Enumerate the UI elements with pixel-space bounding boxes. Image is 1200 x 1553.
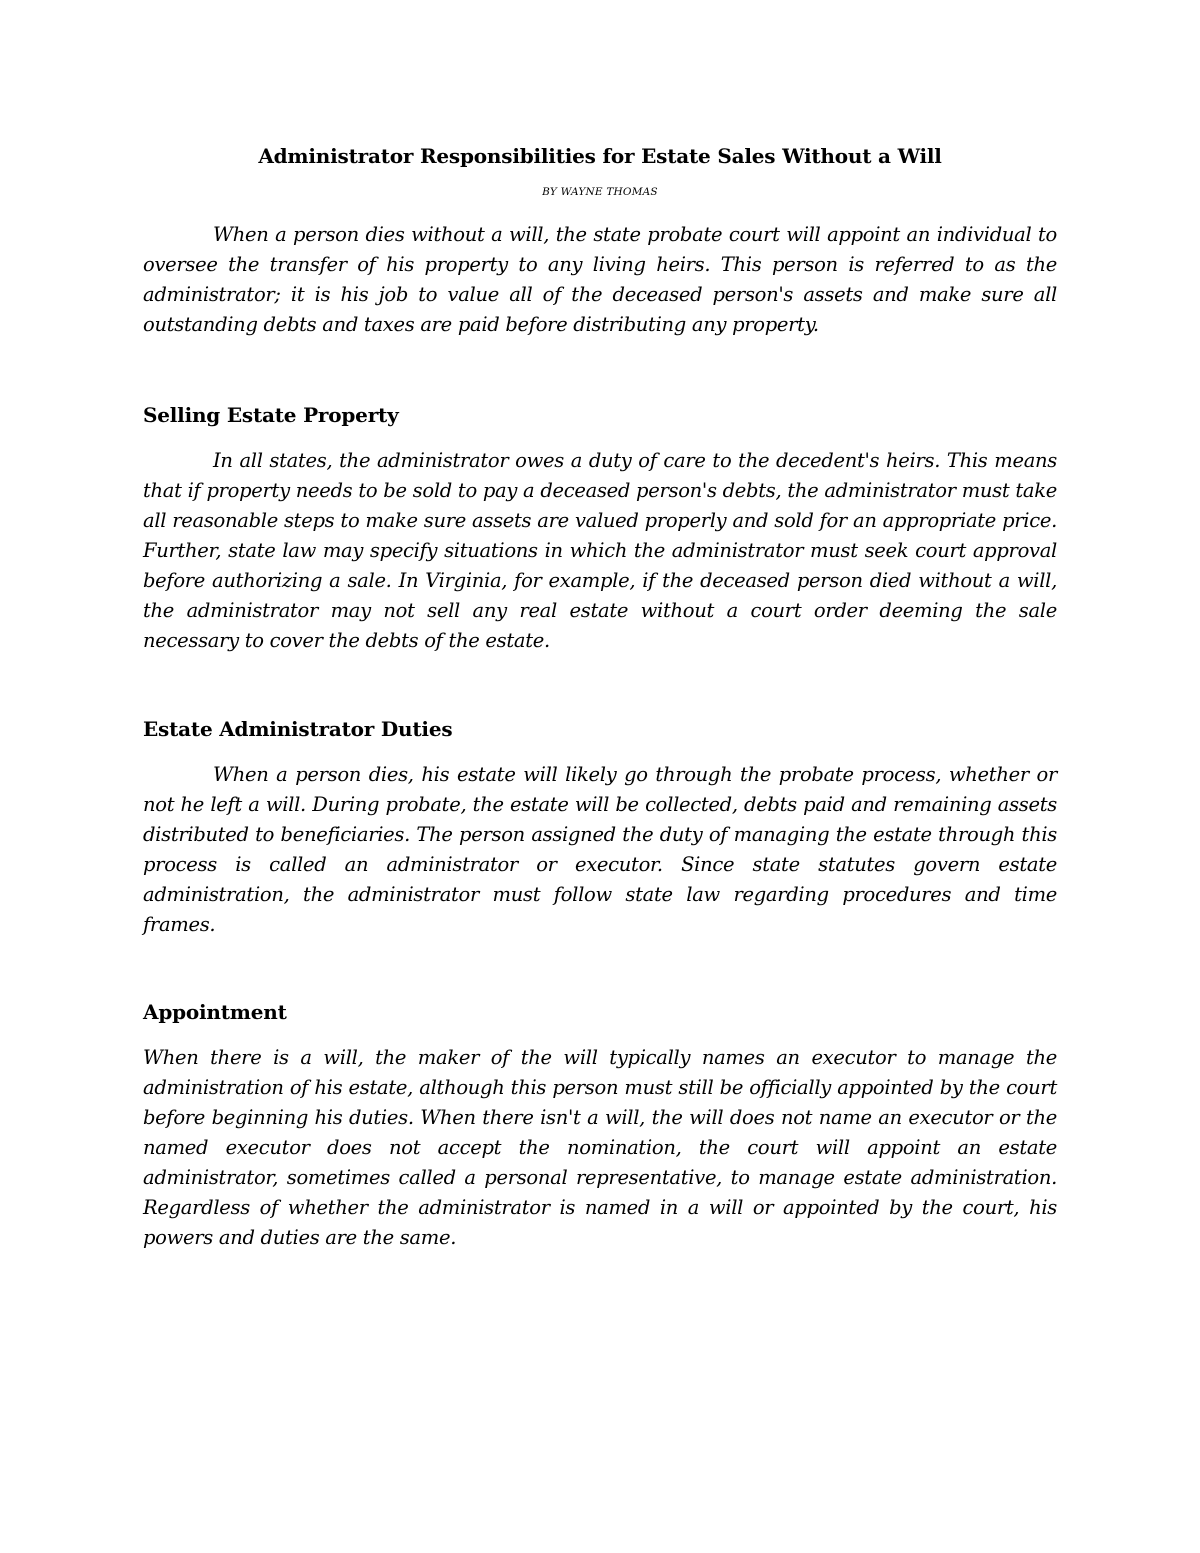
section-heading-selling-estate-property: Selling Estate Property bbox=[143, 403, 399, 427]
intro-paragraph: When a person dies without a will, the state probate court will appoint an individual to oversee the transfer of his property to any living heirs. This person is referred to as the administrator; it is his job to value all of the deceased person's assets and make sure all outstanding debts and taxes are paid before distributing any property. bbox=[143, 223, 1057, 336]
section-paragraph-estate-administrator-duties: When a person dies, his estate will likely go through the probate process, whether or not he left a will. During probate, the estate will be collected, debts paid and remaining assets distributed to beneficiaries. The person assigned the duty of managing the estate through this process is called an administrator or executor. Since state statutes govern estate administration, the administrator must follow state law regarding procedures and time frames. bbox=[143, 763, 1057, 936]
author-byline: BY WAYNE THOMAS bbox=[542, 186, 658, 198]
section-paragraph-selling-estate-property: In all states, the administrator owes a duty of care to the decedent's heirs. This means that if property needs to be sold to pay a deceased person's debts, the administrator must take all reasonable steps to make sure assets are valued properly and sold for an appropriate price. Further, state law may specify situations in which the administrator must seek court approval before authorizing a sale. In Virginia, for example, if the deceased person died without a will, the administrator may not sell any real estate without a court order deeming the sale necessary to cover the debts of the estate. bbox=[143, 449, 1057, 652]
document-title: Administrator Responsibilities for Estate Sales Without a Will bbox=[258, 144, 942, 168]
section-heading-estate-administrator-duties: Estate Administrator Duties bbox=[143, 717, 453, 741]
section-heading-appointment: Appointment bbox=[143, 1000, 287, 1024]
section-paragraph-appointment: When there is a will, the maker of the will typically names an executor to manage the administration of his estate, although this person must still be officially appointed by the court before beginning his duties. When there isn't a will, the will does not name an executor or the named executor does not accept the nomination, the court will appoint an estate administrator, sometimes called a personal representative, to manage estate administration. Regardless of whether the administrator is named in a will or appointed by the court, his powers and duties are the same. bbox=[143, 1046, 1057, 1249]
